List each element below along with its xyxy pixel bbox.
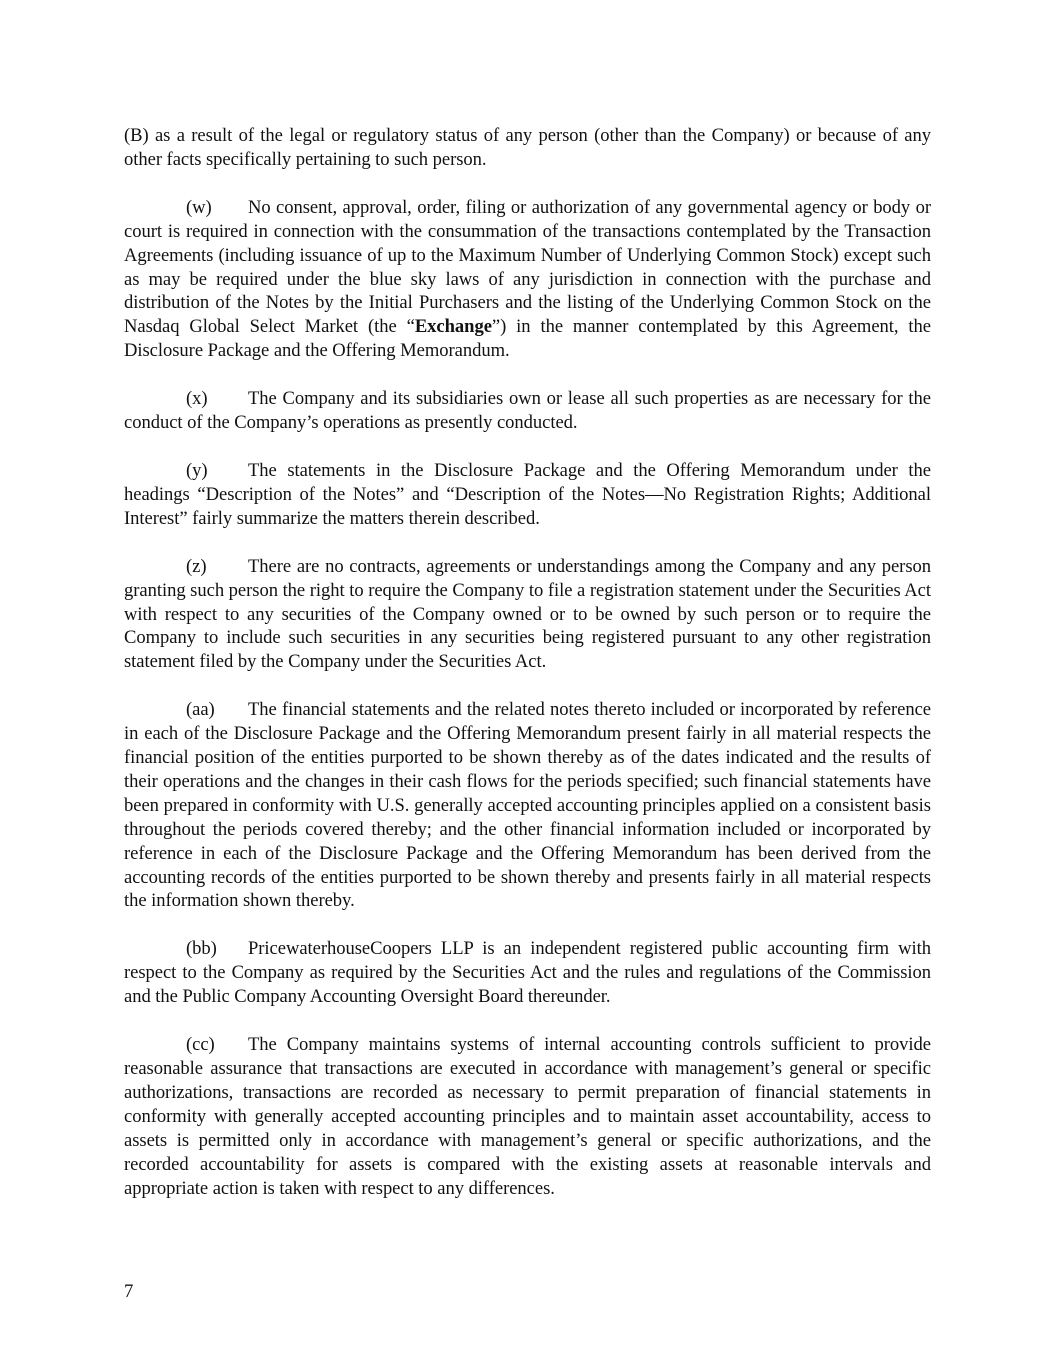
section-text-before: No consent, approval, order, filing or authorization of any governmental agency or body or court is required in connection with the consummation of the transactions contemplated by the Transaction Agreements (including issuance of up to the Maximum Number of Underlying Common Stock) except such as may be required under the blue sky laws of any jurisdiction in connection with the purchase and distribution of the Notes by the Initial Purchasers and the listing of the Underlying Common Stock on the Nasdaq Global Select Market (the “ (124, 196, 931, 338)
section-text: The Company and its subsidiaries own or lease all such properties as are necessary for the conduct of the Company’s operations as presently conducted. (124, 388, 931, 434)
intro-paragraph: (B) as a result of the legal or regulatory status of any person (other than the Company) or because of any other facts specifically pertaining to such person. (124, 125, 931, 170)
section-text: The financial statements and the related notes thereto included or incorporated by reference in each of the Disclosure Package and the Offering Memorandum present fairly in all material respects the financial position of the entities purported to be shown thereby as of the dates indicated and the results of their operations and the changes in their cash flows for the periods specified; such financial statements have been prepared in conformity with U.S. generally accepted accounting principles applied on a consistent basis throughout the periods covered thereby; and the other financial information included or incorporated by reference in each of the Disclosure Package and the Offering Memorandum has been derived from the accounting records of the entities purported to be shown thereby and presents fairly in all material respects the information shown thereby. (124, 699, 931, 912)
section-aa (124, 698, 931, 913)
section-text: There are no contracts, agreements or understandings among the Company and any person granting such person the right to require the Company to file a registration statement under the Securities Act with respect to any securities of the Company owned or to be owned by such person or to require the Company to include such securities in any securities being registered pursuant to any other registration statement filed by the Company under the Securities Act. (124, 555, 931, 673)
section-label: (cc) (186, 1034, 215, 1056)
section-text-after: ”) in the manner contemplated by this Agreement, the Disclosure Package and the Offering Memorandum. (124, 316, 931, 362)
section-label: (y) (186, 459, 208, 481)
section-x (124, 387, 931, 435)
section-text: The statements in the Disclosure Package and the Offering Memorandum under the headings “Description of the Notes” and “Description of the Notes—No Registration Rights; Additional Interest” fairly summarize the matters therein described. (124, 459, 931, 529)
section-z (124, 555, 931, 675)
section-w (124, 196, 931, 363)
document-page (124, 124, 931, 1224)
section-cc (124, 1033, 931, 1200)
section-label: (w) (186, 196, 212, 218)
defined-term: Exchange (414, 316, 492, 338)
section-text: The Company maintains systems of internal accounting controls sufficient to provide reasonable assurance that transactions are executed in accordance with management’s general or specific authorizations, transactions are recorded as necessary to permit preparation of financial statements in conformity with generally accepted accounting principles and to maintain asset accountability, access to assets is permitted only in accordance with management’s general or specific authorizations, and the recorded accountability for assets is compared with the existing assets at reasonable intervals and appropriate action is taken with respect to any differences. (124, 1034, 931, 1199)
section-bb (124, 937, 931, 1009)
page-number: 7 (124, 1281, 134, 1302)
section-label: (bb) (186, 938, 217, 960)
section-label: (z) (186, 555, 207, 577)
section-label: (x) (186, 388, 208, 410)
section-y (124, 459, 931, 531)
section-label: (aa) (186, 699, 215, 721)
section-text: PricewaterhouseCoopers LLP is an independent registered public accounting firm with respect to the Company as required by the Securities Act and the rules and regulations of the Commission and the Public Company Accounting Oversight Board thereunder. (124, 938, 931, 1008)
